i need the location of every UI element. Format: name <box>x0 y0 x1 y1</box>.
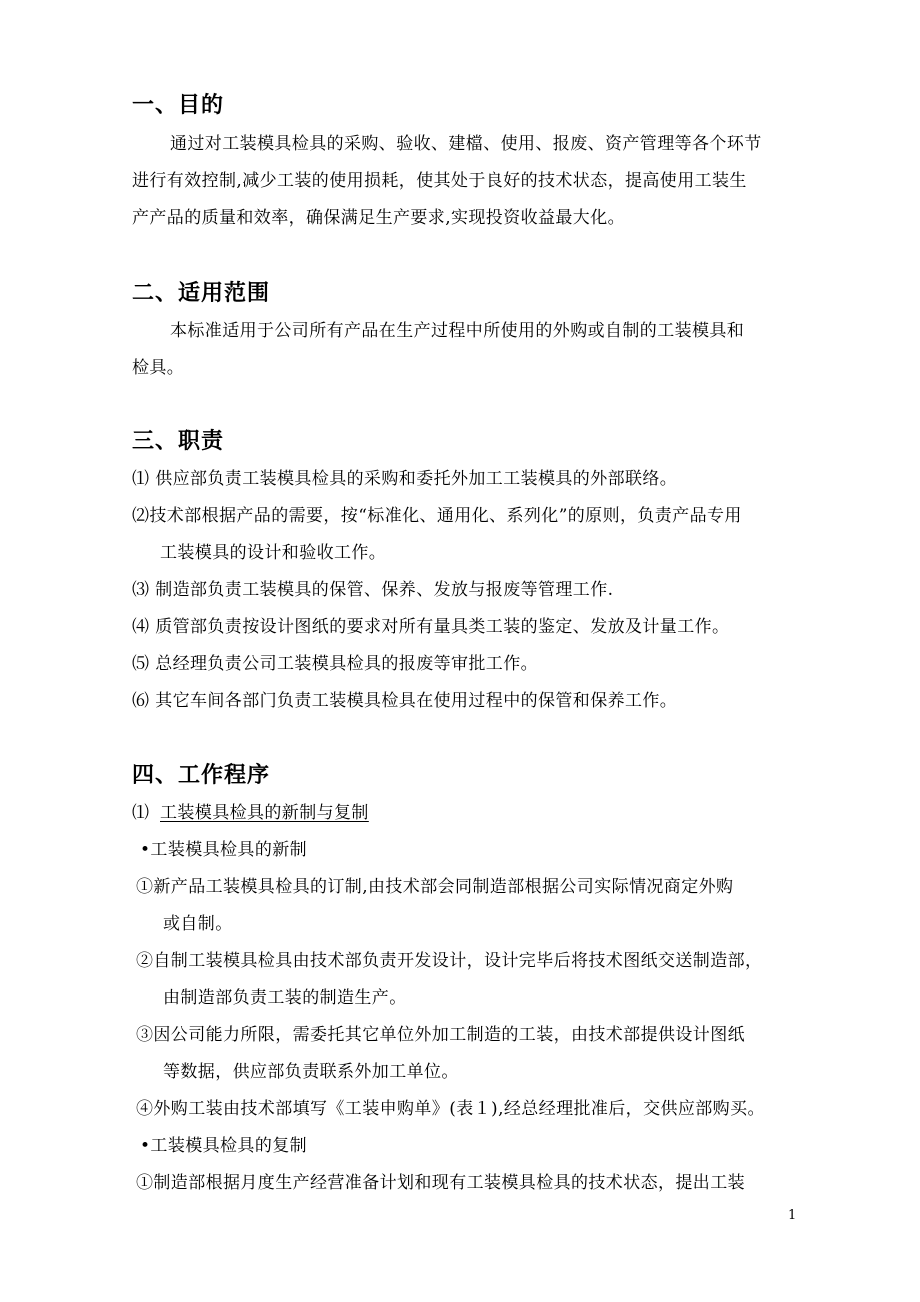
section-heading-purpose: 一、目的 <box>132 93 225 118</box>
list-item: ⑷ 质管部负责按设计图纸的要求对所有量具类工装的鉴定、发放及计量工作。 <box>132 617 730 637</box>
list-item: ⑸ 总经理负责公司工装模具检具的报废等审批工作。 <box>132 654 539 674</box>
list-item: ⑹ 其它车间各部门负责工装模具检具在使用过程中的保管和保养工作。 <box>132 691 678 711</box>
list-item-continuation: 等数据，供应部负责联系外加工单位。 <box>163 1062 459 1082</box>
list-item: ②自制工装模具检具由技术部负责开发设计，设计完毕后将技术图纸交送制造部， <box>136 951 763 971</box>
paragraph-line: 进行有效控制,减少工装的使用损耗，使其处于良好的技术状态，提高使用工装生 <box>132 171 747 191</box>
paragraph-line: 通过对工装模具检具的采购、验收、建檔、使用、报废、资产管理等各个环节 <box>170 134 762 154</box>
list-item: ⑶ 制造部负责工装模具的保管、保养、发放与报废等管理工作. <box>132 580 614 600</box>
list-item: ⑵技术部根据产品的需要，按“标准化、通用化、系列化”的原则，负责产品专用 <box>132 506 742 526</box>
list-item: ④外购工装由技术部填写《工装申购单》(表１),经总经理批准后，交供应部购买。 <box>136 1099 765 1119</box>
list-item: ③因公司能力所限，需委托其它单位外加工制造的工装，由技术部提供设计图纸 <box>136 1025 745 1045</box>
list-marker: ⑴ <box>132 803 150 823</box>
list-item-continuation: 由制造部负责工装的制造生产。 <box>163 988 407 1008</box>
subsection-title-underlined: 工装模具检具的新制与复制 <box>160 803 369 823</box>
list-item-continuation: 工装模具的设计和验收工作。 <box>160 543 387 563</box>
list-item: ⑴ 供应部负责工装模具检具的采购和委托外加工工装模具的外部联络。 <box>132 469 678 489</box>
page-number: 1 <box>788 1208 797 1223</box>
paragraph-line: 产产品的质量和效率，确保满足生产要求,实现投资收益最大化。 <box>132 208 626 228</box>
bullet-item: •工装模具检具的新制 <box>140 840 308 860</box>
paragraph-line: 检具。 <box>132 358 185 378</box>
section-heading-procedure: 四、工作程序 <box>132 763 271 788</box>
list-item-continuation: 或自制。 <box>163 914 233 934</box>
section-heading-responsibilities: 三、职责 <box>132 429 225 454</box>
paragraph-line: 本标准适用于公司所有产品在生产过程中所使用的外购或自制的工装模具和 <box>170 321 745 341</box>
section-heading-scope: 二、适用范围 <box>132 281 271 306</box>
list-item: ①制造部根据月度生产经营准备计划和现有工装模具检具的技术状态，提出工装 <box>136 1173 745 1193</box>
bullet-item: •工装模具检具的复制 <box>140 1136 308 1156</box>
list-item: ①新产品工装模具检具的订制,由技术部会同制造部根据公司实际情况商定外购 <box>136 877 734 897</box>
